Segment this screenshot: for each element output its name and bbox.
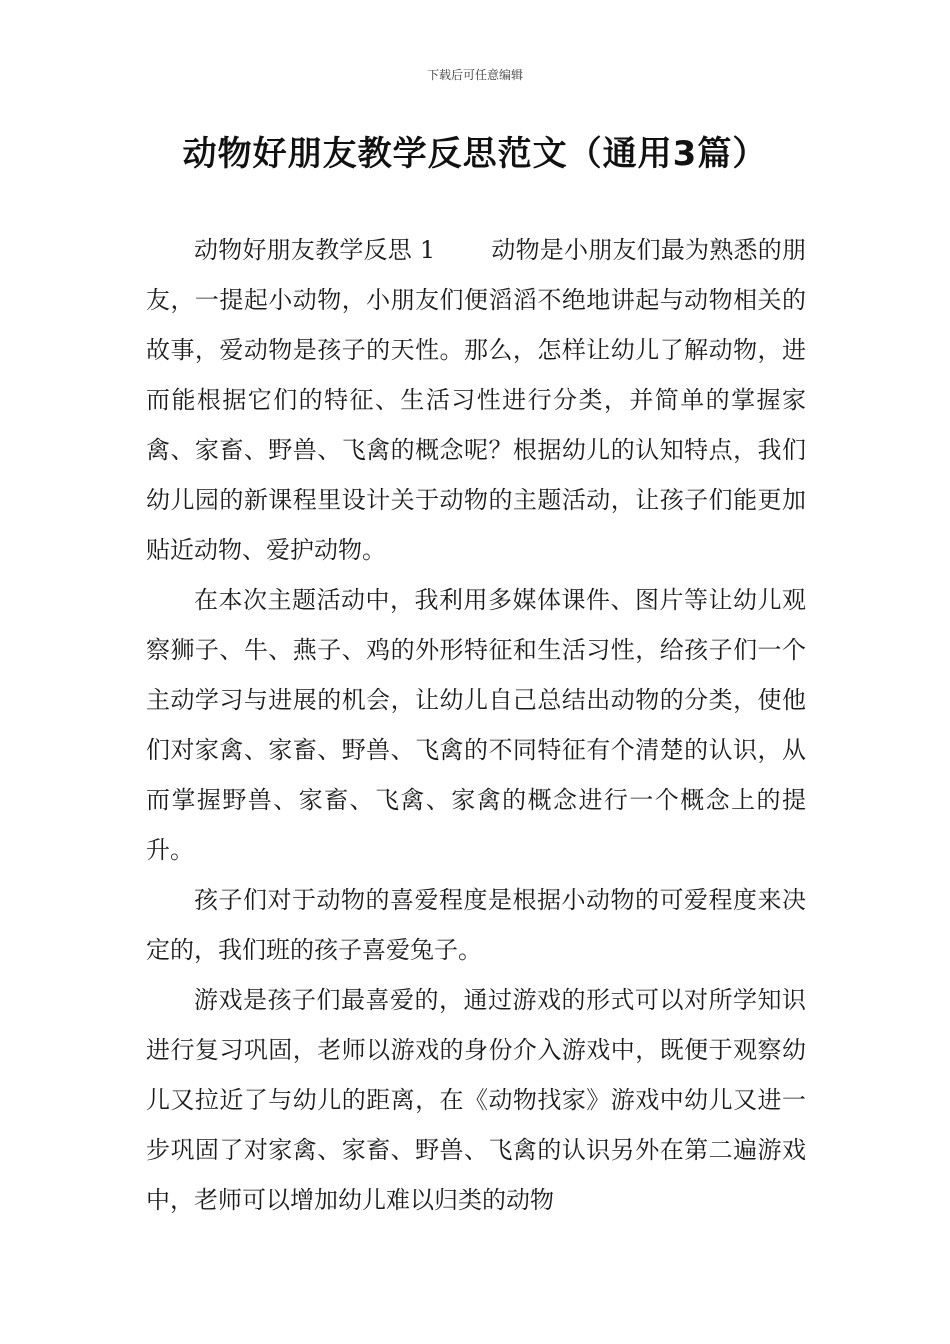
paragraph-3 bbox=[146, 875, 806, 975]
header-note: 下载后可任意编辑 bbox=[426, 68, 523, 82]
paragraph-1 bbox=[146, 225, 806, 575]
paragraph-text: 动物是小朋友们最为熟悉的朋友，一提起小动物，小朋友们便滔滔不绝地讲起与动物相关的故事，爱动物是孩子的天性。那么，怎样让幼儿了解动物，进而能根据它们的特征、生活习性进行分类，并简单的掌握家禽、家畜、野兽、飞禽的概念呢？根据幼儿的认知特点，我们幼儿园的新课程里设计关于动物的主题活动，让孩子们能更加贴近动物、爱护动物。 bbox=[146, 236, 807, 564]
paragraph-text: 孩子们对于动物的喜爱程度是根据小动物的可爱程度来决定的，我们班的孩子喜爱兔子。 bbox=[146, 886, 806, 964]
section-heading: 动物好朋友教学反思 1 bbox=[194, 236, 436, 264]
paragraph-text: 在本次主题活动中，我利用多媒体课件、图片等让幼儿观察狮子、牛、燕子、鸡的外形特征和生活习性，给孩子们一个主动学习与进展的机会，让幼儿自己总结出动物的分类，使他们对家禽、家畜、野兽、飞禽的不同特征有个清楚的认识，从而掌握野兽、家畜、飞禽、家禽的概念进行一个概念上的提升。 bbox=[146, 586, 806, 864]
paragraph-4 bbox=[146, 975, 806, 1225]
paragraph-2 bbox=[146, 575, 806, 875]
document-body bbox=[146, 225, 806, 1225]
paragraph-text: 游戏是孩子们最喜爱的，通过游戏的形式可以对所学知识进行复习巩固，老师以游戏的身份介入游戏中，既便于观察幼儿又拉近了与幼儿的距离，在《动物找家》游戏中幼儿又进一步巩固了对家禽、家畜、野兽、飞禽的认识另外在第二遍游戏中，老师可以增加幼儿难以归类的动物 bbox=[146, 986, 806, 1214]
document-title: 动物好朋友教学反思范文（通用3篇） bbox=[182, 134, 768, 174]
